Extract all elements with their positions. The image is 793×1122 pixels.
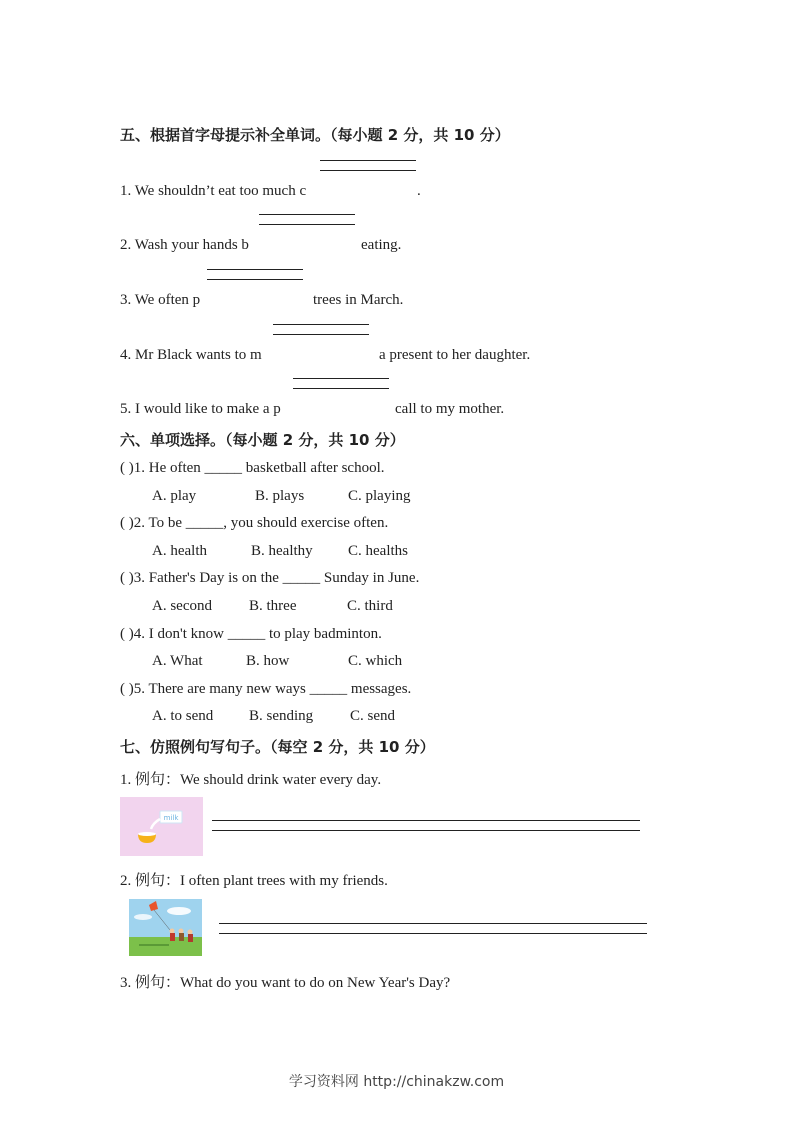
answer-line xyxy=(207,269,303,270)
answer-line xyxy=(273,324,369,325)
answer-line xyxy=(219,933,647,934)
mc-option-b: B. how xyxy=(246,653,290,669)
fill-item-3-after: trees in March. xyxy=(313,292,404,308)
mc-option-c: C. playing xyxy=(348,488,411,504)
answer-line xyxy=(293,388,389,389)
mc-question-5: ( )5. There are many new ways _____ messages. xyxy=(120,681,412,697)
mc-option-c: C. third xyxy=(347,598,393,614)
answer-line xyxy=(212,820,640,821)
section5-title: 五、根据首字母提示补全单词。（每小题 2 分，共 10 分） xyxy=(120,126,510,144)
kite-kids-image xyxy=(129,899,202,956)
section6-title: 六、单项选择。（每小题 2 分，共 10 分） xyxy=(120,431,405,449)
answer-line xyxy=(320,170,416,171)
fill-item-4-after: a present to her daughter. xyxy=(379,347,531,363)
mc-option-a: A. What xyxy=(152,653,203,669)
mc-option-b: B. sending xyxy=(249,708,314,724)
fill-item-2-before: 2. Wash your hands b xyxy=(120,237,249,253)
mc-option-a: A. play xyxy=(152,488,197,504)
mc-question-2: ( )2. To be _____, you should exercise often. xyxy=(120,515,389,531)
mc-option-a: A. health xyxy=(152,543,207,559)
answer-line xyxy=(273,334,369,335)
mc-option-a: A. second xyxy=(152,598,212,614)
milk-label: milk xyxy=(163,814,179,822)
answer-line xyxy=(207,279,303,280)
mc-option-b: B. three xyxy=(249,598,297,614)
fill-item-4-before: 4. Mr Black wants to m xyxy=(120,347,262,363)
fill-item-1-after: . xyxy=(417,183,421,199)
fill-item-2-after: eating. xyxy=(361,237,402,253)
answer-line xyxy=(259,214,355,215)
mc-option-b: B. healthy xyxy=(251,543,313,559)
footer-watermark: 学习资料网 http://chinakzw.com xyxy=(288,1074,505,1090)
mc-option-c: C. which xyxy=(348,653,403,669)
example-3: 3. 例句：What do you want to do on New Year's Day? xyxy=(120,975,451,991)
answer-line xyxy=(320,160,416,161)
fill-item-5-after: call to my mother. xyxy=(395,401,505,417)
example-2: 2. 例句：I often plant trees with my friends. xyxy=(120,873,388,889)
milk-pour-image xyxy=(120,797,203,856)
fill-item-1-before: 1. We shouldn’t eat too much c xyxy=(120,183,307,199)
mc-option-b: B. plays xyxy=(255,488,305,504)
answer-line xyxy=(293,378,389,379)
mc-option-c: C. healths xyxy=(348,543,408,559)
fill-item-3-before: 3. We often p xyxy=(120,292,201,308)
section7-title: 七、仿照例句写句子。（每空 2 分，共 10 分） xyxy=(120,738,435,756)
mc-question-1: ( )1. He often _____ basketball after school. xyxy=(120,460,385,476)
mc-option-c: C. send xyxy=(350,708,395,724)
answer-line xyxy=(259,224,355,225)
mc-option-a: A. to send xyxy=(152,708,214,724)
example-1: 1. 例句：We should drink water every day. xyxy=(120,772,382,788)
fill-item-5-before: 5. I would like to make a p xyxy=(120,401,281,417)
mc-question-4: ( )4. I don't know _____ to play badminton. xyxy=(120,626,382,642)
answer-line xyxy=(212,830,640,831)
answer-line xyxy=(219,923,647,924)
mc-question-3: ( )3. Father's Day is on the _____ Sunday in June. xyxy=(120,570,420,586)
